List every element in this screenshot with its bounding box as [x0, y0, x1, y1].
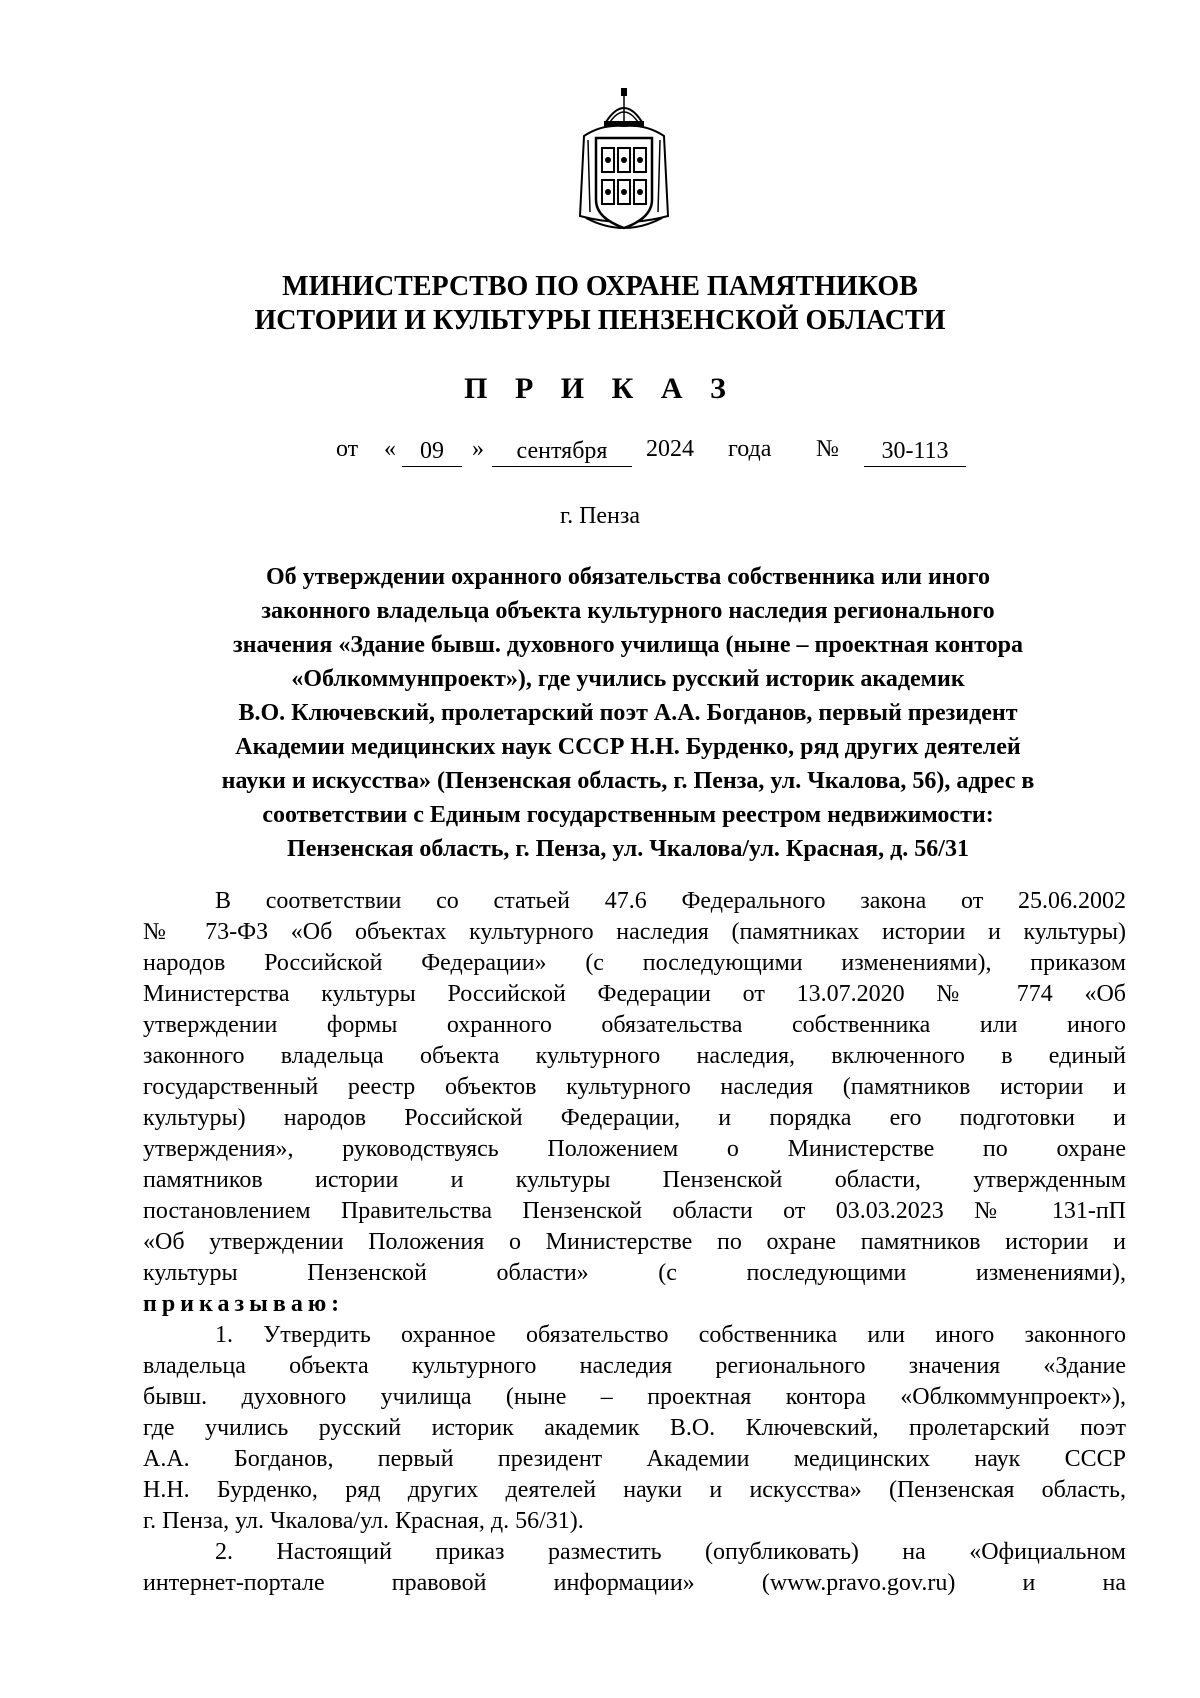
order-number: 30-113	[864, 436, 966, 467]
subject-line: В.О. Ключевский, пролетарский поэт А.А. Богданов, первый президент	[238, 700, 1018, 726]
ministry-name-line: МИНИСТЕРСТВО ПО ОХРАНЕ ПАМЯТНИКОВ	[282, 271, 918, 302]
body-line: Н.Н. Бурденко, ряд других деятелей науки и искусства» (Пензенская область,	[143, 1477, 1126, 1503]
body-line: государственный реестр объектов культурного наследия (памятников истории и	[143, 1074, 1126, 1100]
body-line: владельца объекта культурного наследия регионального значения «Здание	[143, 1353, 1126, 1379]
body-line: «Об утверждении Положения о Министерстве по охране памятников истории и	[143, 1229, 1126, 1255]
date-year: 2024	[646, 436, 694, 462]
subject-line: Об утверждении охранного обязательства собственника или иного	[266, 564, 990, 590]
year-word: года	[728, 436, 772, 462]
order-subject	[130, 560, 1126, 866]
quote-open: «	[384, 436, 396, 462]
body-line: народов Российской Федерации» (с последующими изменениями), приказом	[143, 950, 1126, 976]
ministry-name	[0, 270, 1200, 338]
quote-close: »	[472, 436, 484, 462]
item-1-paragraph	[143, 1320, 1126, 1537]
body-line: Министерства культуры Российской Федерации от 13.07.2020 № 774 «Об	[143, 981, 1126, 1007]
body-line: утверждении формы охранного обязательства собственника или иного	[143, 1012, 1126, 1038]
document-type-title: П Р И К А З	[464, 372, 736, 405]
order-word: приказываю:	[143, 1291, 345, 1317]
preamble-paragraph	[143, 886, 1126, 1320]
body-line: 2. Настоящий приказ разместить (опубликовать) на «Официальном	[215, 1539, 1126, 1565]
body-line: интернет-портале правовой информации» (www.pravo.gov.ru) и на	[143, 1570, 1126, 1596]
subject-line: Пензенская область, г. Пенза, ул. Чкалова/ул. Красная, д. 56/31	[287, 836, 969, 862]
ministry-name-line: ИСТОРИИ И КУЛЬТУРЫ ПЕНЗЕНСКОЙ ОБЛАСТИ	[254, 305, 946, 336]
subject-line: значения «Здание бывш. духовного училища (ныне – проектная контора	[233, 632, 1023, 658]
date-day: 09	[402, 436, 462, 467]
item-2-paragraph	[143, 1537, 1126, 1599]
body-line: памятников истории и культуры Пензенской области, утвержденным	[143, 1167, 1126, 1193]
subject-line: Академии медицинских наук СССР Н.Н. Бурденко, ряд других деятелей	[235, 734, 1021, 760]
body-line: А.А. Богданов, первый президент Академии медицинских наук СССР	[143, 1446, 1126, 1472]
body-line: где учились русский историк академик В.О. Ключевский, пролетарский поэт	[143, 1415, 1126, 1441]
from-label: от	[336, 436, 359, 462]
city: г. Пенза	[559, 503, 641, 529]
body-line: постановлением Правительства Пензенской области от 03.03.2023 № 131-пП	[143, 1198, 1126, 1224]
document-body	[143, 886, 1126, 1599]
body-line: культуры) народов Российской Федерации, и порядка его подготовки и	[143, 1105, 1126, 1131]
number-sign: №	[816, 436, 839, 462]
body-line: утверждения», руководствуясь Положением о Министерстве по охране	[143, 1136, 1126, 1162]
body-line: законного владельца объекта культурного наследия, включенного в единый	[143, 1043, 1126, 1069]
date-number-line	[0, 436, 1200, 476]
body-line: 1. Утвердить охранное обязательство собственника или иного законного	[215, 1322, 1126, 1348]
body-line: культуры Пензенской области» (с последующими изменениями),	[143, 1260, 1126, 1286]
coat-of-arms-icon	[572, 88, 676, 238]
subject-line: науки и искусства» (Пензенская область, г. Пенза, ул. Чкалова, 56), адрес в	[221, 768, 1035, 794]
body-line: г. Пенза, ул. Чкалова/ул. Красная, д. 56/31).	[143, 1508, 584, 1534]
subject-line: законного владельца объекта культурного наследия регионального	[261, 598, 995, 624]
subject-line: «Облкоммунпроект»), где учились русский историк академик	[291, 666, 965, 692]
body-line: бывш. духовного училища (ныне – проектная контора «Облкоммунпроект»),	[143, 1384, 1126, 1410]
body-line: № 73-ФЗ «Об объектах культурного наследия (памятниках истории и культуры)	[143, 919, 1126, 945]
date-month: сентября	[492, 436, 632, 467]
body-line: В соответствии со статьей 47.6 Федерального закона от 25.06.2002	[215, 888, 1126, 914]
subject-line: соответствии с Единым государственным реестром недвижимости:	[262, 802, 994, 828]
